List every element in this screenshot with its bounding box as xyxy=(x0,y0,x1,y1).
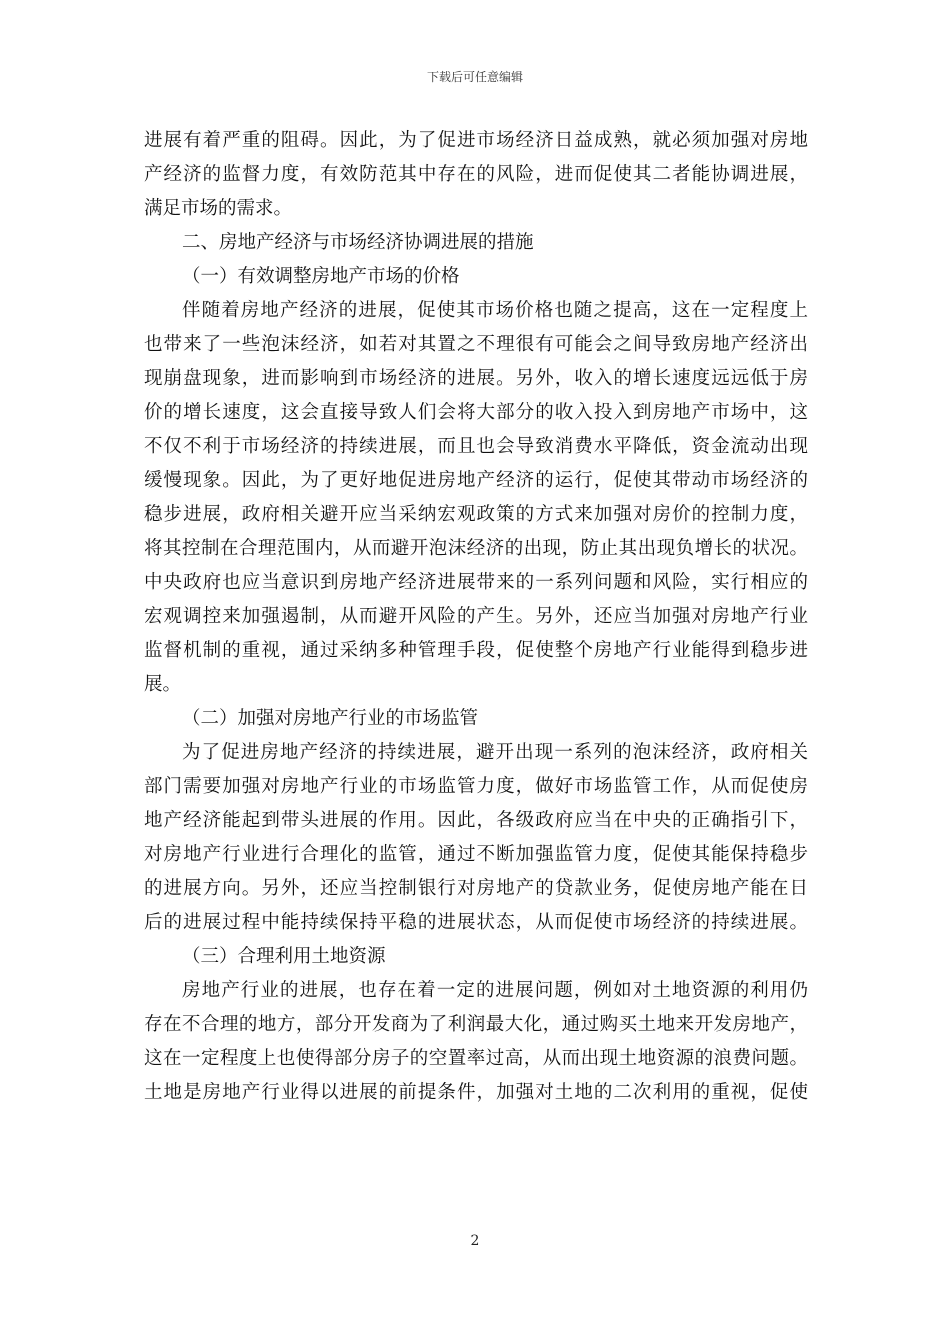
text-line: 房地产行业的进展，也存在着一定的进展问题，例如对土地资源的利用仍 xyxy=(182,980,808,1001)
text-line: （一）有效调整房地产市场的价格 xyxy=(182,266,460,287)
text-line: 存在不合理的地方，部分开发商为了利润最大化，通过购买土地来开发房地产， xyxy=(144,1014,808,1035)
text-line: 宏观调控来加强遏制，从而避开风险的产生。另外，还应当加强对房地产行业 xyxy=(144,606,808,627)
text-line: 中央政府也应当意识到房地产经济进展带来的一系列问题和风险，实行相应的 xyxy=(144,572,808,593)
text-line: 将其控制在合理范围内，从而避开泡沫经济的出现，防止其出现负增长的状况。 xyxy=(144,538,808,559)
text-line: 地产经济能起到带头进展的作用。因此，各级政府应当在中央的正确指引下， xyxy=(144,810,808,831)
text-line: 价的增长速度，这会直接导致人们会将大部分的收入投入到房地产市场中，这 xyxy=(144,402,808,423)
text-line: 的进展方向。另外，还应当控制银行对房地产的贷款业务，促使房地产能在日 xyxy=(144,878,808,899)
text-line: 不仅不利于市场经济的持续进展，而且也会导致消费水平降低，资金流动出现 xyxy=(144,436,808,457)
text-line: 这在一定程度上也使得部分房子的空置率过高，从而出现土地资源的浪费问题。 xyxy=(144,1048,808,1069)
text-line: 对房地产行业进行合理化的监管，通过不断加强监管力度，促使其能保持稳步 xyxy=(144,844,808,865)
text-line: 伴随着房地产经济的进展，促使其市场价格也随之提高，这在一定程度上 xyxy=(182,300,808,321)
text-line: 土地是房地产行业得以进展的前提条件，加强对土地的二次利用的重视，促使 xyxy=(144,1082,808,1103)
text-line: 后的进展过程中能持续保持平稳的进展状态，从而促使市场经济的持续进展。 xyxy=(144,912,808,933)
text-line: 产经济的监督力度，有效防范其中存在的风险，进而促使其二者能协调进展， xyxy=(144,164,808,185)
document-body xyxy=(144,124,808,1110)
page-header: 下载后可任意编辑 xyxy=(426,70,523,84)
text-line: 进展有着严重的阻碍。因此，为了促进市场经济日益成熟，就必须加强对房地 xyxy=(144,130,808,151)
text-line: 现崩盘现象，进而影响到市场经济的进展。另外，收入的增长速度远远低于房 xyxy=(144,368,808,389)
text-line: 展。 xyxy=(144,674,182,695)
text-line: 二、房地产经济与市场经济协调进展的措施 xyxy=(182,232,534,253)
text-line: 稳步进展，政府相关避开应当采纳宏观政策的方式来加强对房价的控制力度， xyxy=(144,504,808,525)
text-line: 监督机制的重视，通过采纳多种管理手段，促使整个房地产行业能得到稳步进 xyxy=(144,640,808,661)
text-line: 为了促进房地产经济的持续进展，避开出现一系列的泡沫经济，政府相关 xyxy=(182,742,808,763)
text-line: （二）加强对房地产行业的市场监管 xyxy=(182,708,479,729)
text-line: 也带来了一些泡沫经济，如若对其置之不理很有可能会之间导致房地产经济出 xyxy=(144,334,808,355)
text-line: （三）合理利用土地资源 xyxy=(182,946,386,967)
text-line: 满足市场的需求。 xyxy=(144,198,293,219)
page-number: 2 xyxy=(470,1233,480,1249)
text-line: 缓慢现象。因此，为了更好地促进房地产经济的运行，促使其带动市场经济的 xyxy=(144,470,808,491)
text-line: 部门需要加强对房地产行业的市场监管力度，做好市场监管工作，从而促使房 xyxy=(144,776,808,797)
